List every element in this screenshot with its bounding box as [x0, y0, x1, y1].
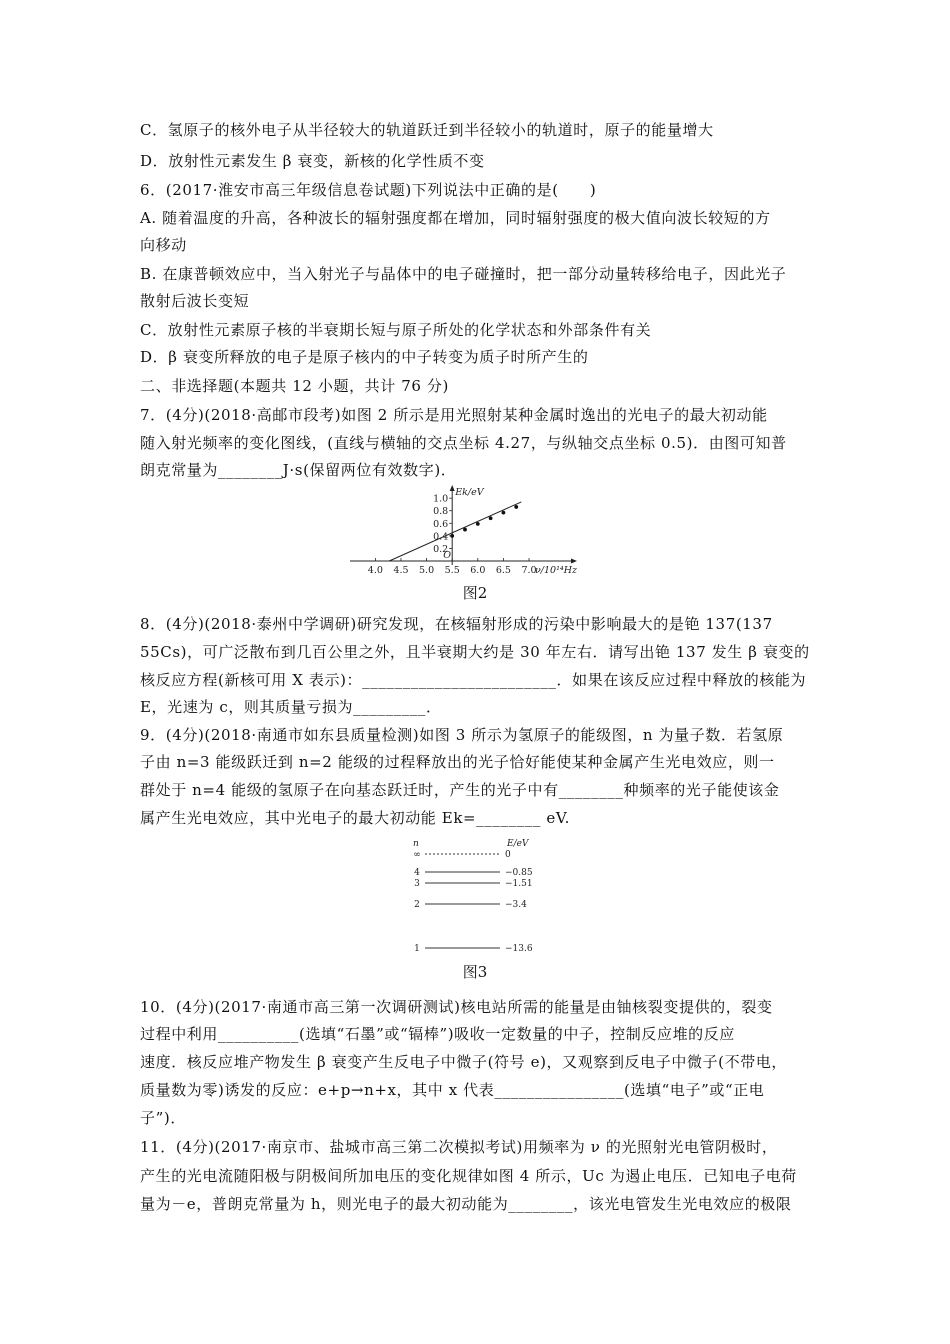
text-line: 子”)．: [140, 1109, 186, 1127]
text-line: 散射后波长变短: [140, 292, 250, 310]
data-point: [450, 534, 454, 538]
x-tick-label: 6.0: [470, 565, 486, 576]
level-energy-label: −0.85: [505, 868, 533, 878]
level-n-label: ∞: [413, 850, 421, 860]
x-tick-label: 4.0: [367, 565, 383, 576]
text-line: D．放射性元素发生 β 衰变，新核的化学性质不变: [140, 152, 485, 170]
text-line: 10．(4分)(2017·南通市高三第一次调研测试)核电站所需的能量是由铀核裂变提供的，裂变: [140, 998, 773, 1016]
text-line: 速度．核反应堆产物发生 β 衰变产生反电子中微子(符号 e)，又观察到反电子中微子(不带电，: [140, 1053, 788, 1071]
y-tick-label: 0.8: [433, 506, 449, 518]
level-energy-label: 0: [505, 850, 511, 860]
x-tick-label: 6.5: [495, 565, 511, 576]
level-n-label: 4: [414, 868, 420, 878]
text-line: 11．(4分)(2017·南京市、盐城市高三第二次模拟考试)用频率为 ν 的光照射光电管阴极时，: [140, 1138, 778, 1156]
text-line: 过程中利用__________(选填“石墨”或“镉棒”)吸收一定数量的中子，控制反应堆的反应: [140, 1025, 735, 1043]
text-line: 6．(2017·淮安市高三年级信息卷试题)下列说法中正确的是( ): [140, 181, 597, 199]
x-tick-label: 7.0: [521, 565, 537, 576]
x-axis-label: ν/10¹⁴Hz: [535, 565, 577, 576]
text-line: D．β 衰变所释放的电子是原子核内的中子转变为质子时所产生的: [140, 348, 589, 366]
data-point: [514, 505, 518, 509]
text-line: C．氢原子的核外电子从半径较大的轨道跃迁到半径较小的轨道时，原子的能量增大: [140, 121, 714, 139]
text-line: A. 随着温度的升高，各种波长的辐射强度都在增加，同时辐射强度的极大值向波长较短的方: [140, 209, 771, 227]
text-line: 量为－e，普朗克常量为 h，则光电子的最大初动能为________，该光电管发生光电效应的极限: [140, 1195, 792, 1213]
figure-2-chart: [345, 485, 585, 580]
data-point: [502, 511, 506, 515]
text-line: E，光速为 c，则其质量亏损为_________．: [140, 698, 442, 716]
text-line: 7．(4分)(2018·高邮市段考)如图 2 所示是用光照射某种金属时逸出的光电子的最大初动能: [140, 406, 768, 424]
data-point: [489, 516, 493, 520]
n-header: n: [413, 839, 419, 849]
text-line: 产生的光电流随阳极与阴极间所加电压的变化规律如图 4 所示，Uc 为遏止电压．已知电子电荷: [140, 1167, 797, 1185]
figure-3-caption: 图3: [462, 963, 488, 981]
data-point: [463, 528, 467, 532]
text-line: 质量数为零)诱发的反应：e+p→n+x，其中 x 代表________________(选填“电子”或“正电: [140, 1081, 765, 1099]
text-line: 8．(4分)(2018·泰州中学调研)研究发现，在核辐射形成的污染中影响最大的是铯 137(137: [140, 615, 773, 633]
y-axis-arrow: [450, 485, 455, 491]
fit-line: [389, 502, 521, 561]
x-axis-arrow: [571, 559, 577, 564]
text-line: 55Cs)，可广泛散布到几百公里之外，且半衰期大约是 30 年左右．请写出铯 137 发生 β 衰变的: [140, 643, 810, 661]
x-tick-label: 4.5: [393, 565, 409, 576]
y-tick-label: 0.6: [433, 518, 449, 530]
origin-label: O: [443, 550, 451, 561]
level-energy-label: −1.51: [505, 879, 533, 889]
level-n-label: 2: [414, 900, 420, 910]
text-line: 属产生光电效应，其中光电子的最大初动能 Ek=________ eV.: [140, 809, 571, 827]
text-line: 核反应方程(新核可用 X 表示)：________________________．如果在该反应过程中释放的核能为: [140, 671, 807, 689]
y-axis-label: Ek/eV: [455, 487, 484, 498]
level-energy-label: −3.4: [505, 900, 527, 910]
x-tick-label: 5.0: [419, 565, 435, 576]
text-line: 朗克常量为________J·s(保留两位有效数字)．: [140, 461, 457, 479]
y-tick-label: 0.2: [433, 543, 449, 555]
figure-2-caption: 图2: [462, 584, 488, 602]
text-line: 子由 n=3 能级跃迁到 n=2 能级的过程释放出的光子恰好能使某种金属产生光电效应，则一: [140, 753, 775, 771]
text-line: 9．(4分)(2018·南通市如东县质量检测)如图 3 所示为氢原子的能级图，n 为量子数．若氢原: [140, 726, 784, 744]
text-line: 二、非选择题(本题共 12 小题，共计 76 分): [140, 377, 449, 395]
text-line: 向移动: [140, 236, 187, 254]
level-n-label: 1: [414, 944, 420, 954]
figure-3-energy-levels: [395, 837, 555, 963]
y-tick-label: 1.0: [433, 493, 449, 505]
text-line: C．放射性元素原子核的半衰期长短与原子所处的化学状态和外部条件有关: [140, 321, 652, 339]
y-tick-label: 0.4: [433, 531, 449, 543]
text-line: 群处于 n=4 能级的氢原子在向基态跃迁时，产生的光子中有________种频率的光子能使该金: [140, 781, 780, 799]
text-line: B. 在康普顿效应中，当入射光子与晶体中的电子碰撞时，把一部分动量转移给电子，因此光子: [140, 265, 787, 283]
x-tick-label: 5.5: [444, 565, 460, 576]
text-line: 随入射光频率的变化图线，(直线与横轴的交点坐标 4.27，与纵轴交点坐标 0.5)．由图可知普: [140, 434, 787, 452]
e-header: E/eV: [507, 839, 529, 849]
data-point: [476, 522, 480, 526]
level-energy-label: −13.6: [505, 944, 533, 954]
level-n-label: 3: [414, 879, 420, 889]
